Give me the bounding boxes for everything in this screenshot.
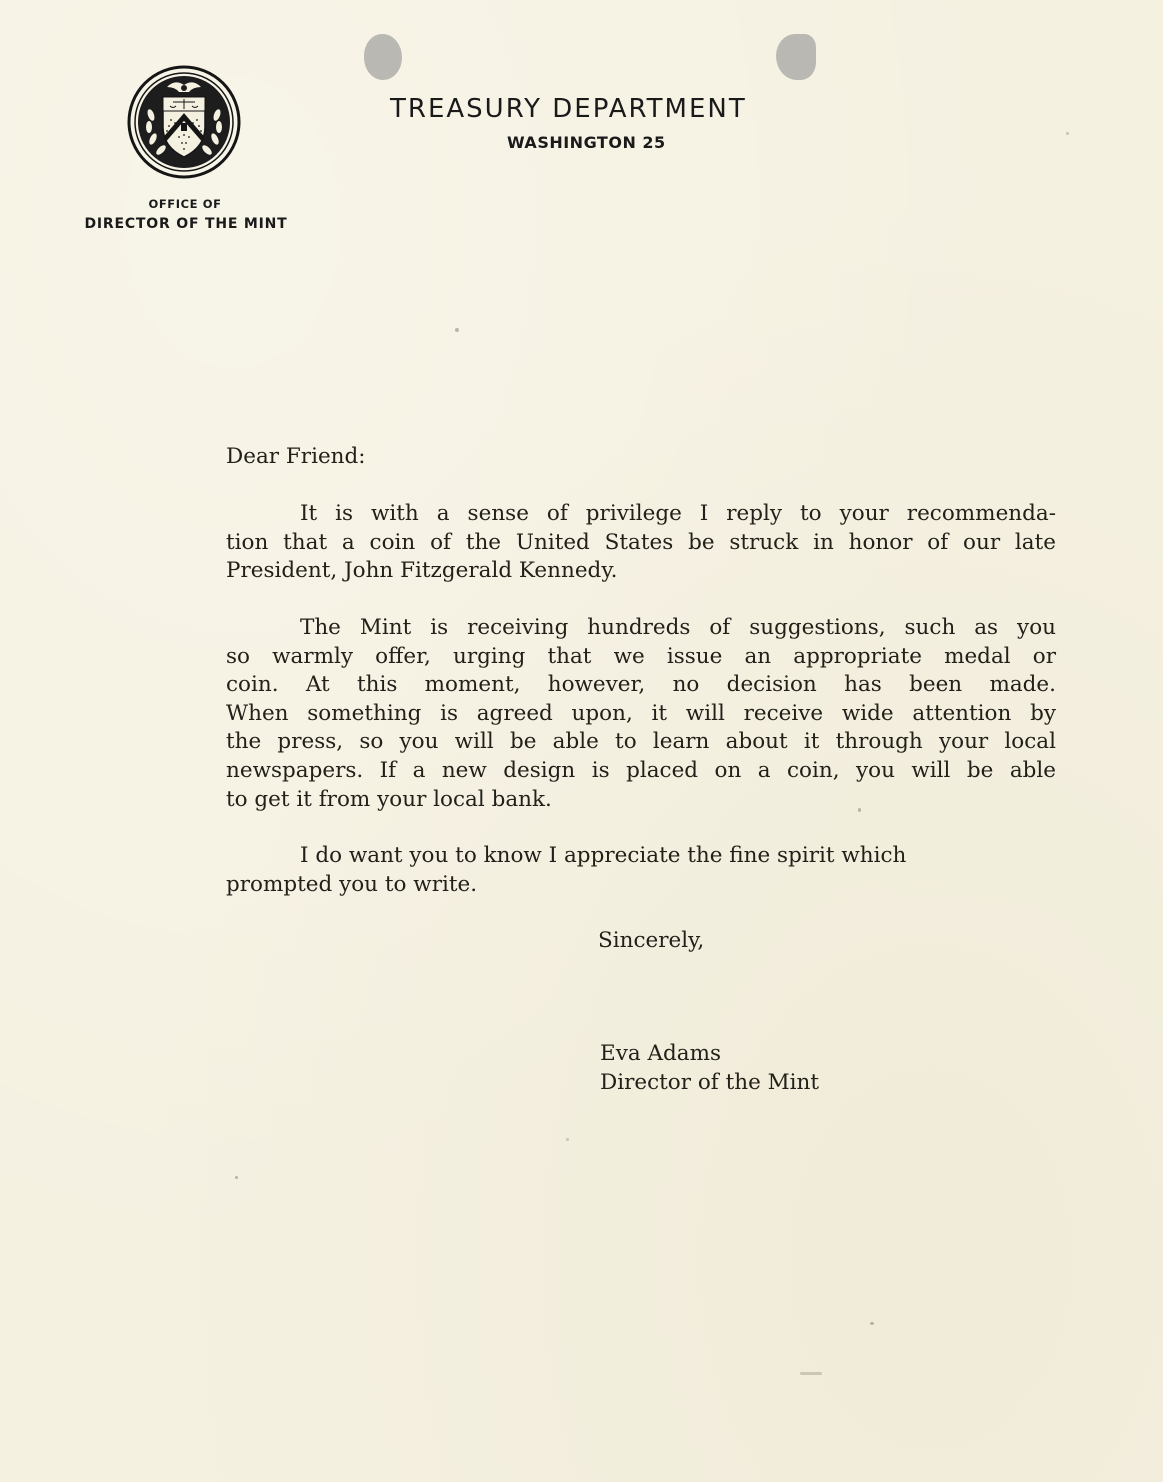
paragraph-line: President, John Fitzgerald Kennedy.	[226, 558, 618, 584]
closing: Sincerely,	[598, 928, 705, 953]
paper-speck	[455, 328, 459, 332]
paragraph-line: It is with a sense of privilege I reply to your recommenda-	[300, 501, 1056, 526]
paragraph-line: newspapers. If a new design is placed on a coin, you will be able	[226, 757, 1056, 783]
paper-speck	[235, 1176, 238, 1179]
paragraph-line: The Mint is receiving hundreds of suggestions, such as you	[300, 615, 1056, 640]
signer-name: Eva Adams	[600, 1041, 722, 1066]
paper-speck	[566, 1138, 569, 1141]
department-city: WASHINGTON 25	[507, 133, 666, 152]
paragraph-line: the press, so you will be able to learn about it through your local	[226, 729, 1056, 755]
paragraph-line: so warmly offer, urging that we issue an appropriate medal or	[226, 643, 1056, 669]
treasury-seal-icon	[127, 65, 241, 179]
paragraph-3	[226, 842, 986, 899]
paragraph-1	[226, 500, 1056, 586]
office-of-label: OFFICE OF	[148, 197, 222, 211]
office-name: DIRECTOR OF THE MINT	[84, 216, 288, 232]
paper-speck	[1066, 132, 1069, 135]
paragraph-line: prompted you to write.	[226, 871, 478, 897]
paragraph-line: When something is agreed upon, it will receive wide attention by	[226, 700, 1056, 726]
paragraph-line: to get it from your local bank.	[226, 786, 552, 812]
paper-speck	[870, 1322, 874, 1325]
paper-speck	[800, 1372, 822, 1375]
department-title: TREASURY DEPARTMENT	[390, 94, 747, 124]
paragraph-line: I do want you to know I appreciate the fine spirit which	[300, 843, 907, 868]
paragraph-line: coin. At this moment, however, no decision has been made.	[226, 672, 1056, 698]
salutation: Dear Friend:	[226, 444, 366, 469]
paragraph-2	[226, 614, 1056, 814]
signer-title: Director of the Mint	[600, 1070, 820, 1095]
punch-hole-left	[364, 34, 402, 80]
punch-hole-right	[776, 34, 816, 80]
paragraph-line: tion that a coin of the United States be struck in honor of our late	[226, 529, 1056, 555]
paper-speck	[858, 808, 861, 812]
